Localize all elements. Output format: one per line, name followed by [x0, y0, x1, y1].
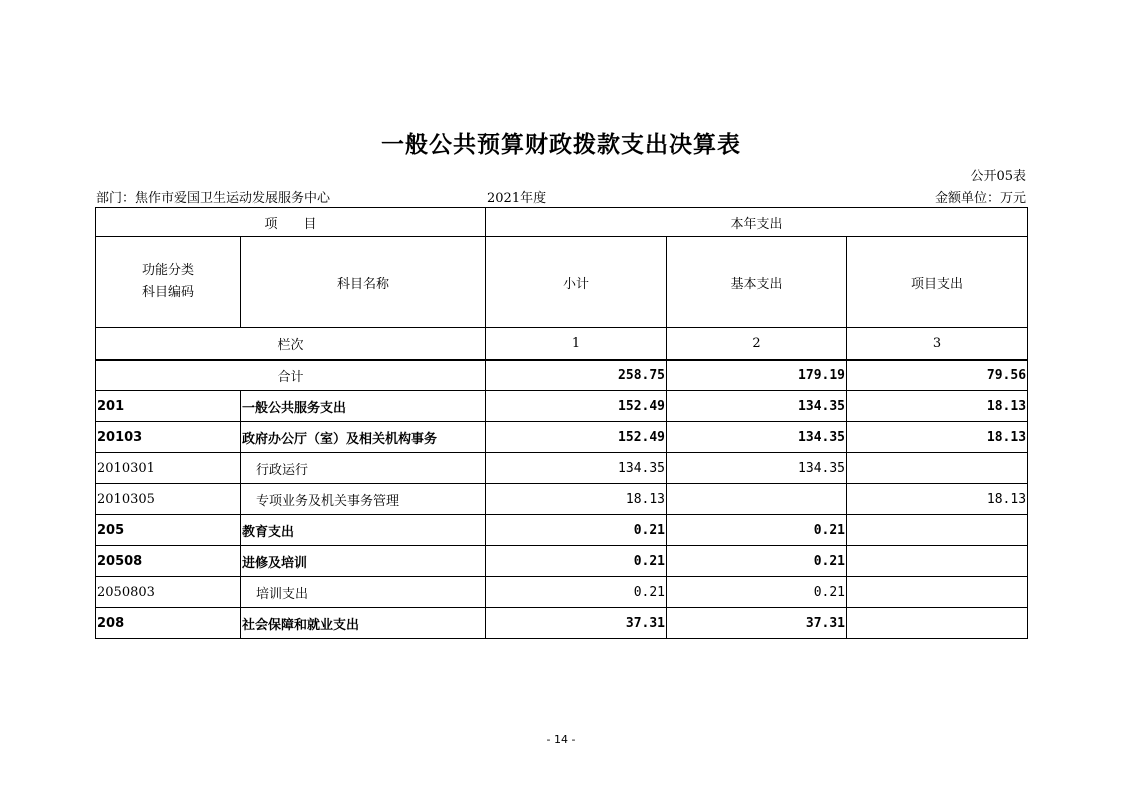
row-code: 2050803 [96, 577, 241, 608]
page-title: 一般公共预算财政拨款支出决算表 [381, 132, 741, 158]
row-code: 20508 [96, 546, 241, 577]
table-row [96, 422, 1028, 453]
row-basic: 37.31 [667, 608, 847, 639]
row-code: 2010301 [96, 453, 241, 484]
row-name: 一般公共服务支出 [241, 391, 486, 422]
row-name: 政府办公厅（室）及相关机构事务 [241, 422, 486, 453]
row-code: 201 [96, 391, 241, 422]
row-subtotal: 0.21 [486, 515, 667, 546]
row-code: 2010305 [96, 484, 241, 515]
row-code: 20103 [96, 422, 241, 453]
col-1: 1 [486, 328, 667, 360]
row-name: 专项业务及机关事务管理 [241, 484, 486, 515]
row-project [847, 577, 1028, 608]
header-item: 项 目 [96, 208, 486, 237]
row-subtotal: 37.31 [486, 608, 667, 639]
row-code: 208 [96, 608, 241, 639]
total-basic: 179.19 [667, 360, 847, 391]
col-3: 3 [847, 328, 1028, 360]
table-row [96, 453, 1028, 484]
table-row [96, 515, 1028, 546]
row-basic: 0.21 [667, 515, 847, 546]
table-row [96, 608, 1028, 639]
row-name: 培训支出 [241, 577, 486, 608]
unit-label: 金额单位：万元 [934, 191, 1026, 206]
year-label: 2021年度 [487, 191, 547, 206]
col-2: 2 [667, 328, 847, 360]
header-project: 项目支出 [847, 237, 1028, 328]
row-basic: 0.21 [667, 577, 847, 608]
row-basic: 134.35 [667, 453, 847, 484]
header-func-code: 功能分类 科目编码 [96, 237, 241, 328]
row-subtotal: 152.49 [486, 391, 667, 422]
column-index-row [96, 328, 1028, 360]
row-project: 18.13 [847, 422, 1028, 453]
header-row-2 [96, 237, 1028, 328]
table-row [96, 577, 1028, 608]
total-label: 合计 [96, 360, 486, 391]
row-project [847, 608, 1028, 639]
row-project: 18.13 [847, 484, 1028, 515]
total-subtotal: 258.75 [486, 360, 667, 391]
col-label: 栏次 [96, 328, 486, 360]
page-number: - 14 - [546, 733, 576, 746]
row-project [847, 546, 1028, 577]
table-row [96, 546, 1028, 577]
row-subtotal: 152.49 [486, 422, 667, 453]
data-rows [96, 391, 1028, 639]
table-row [96, 391, 1028, 422]
row-subtotal: 0.21 [486, 577, 667, 608]
row-code: 205 [96, 515, 241, 546]
row-name: 教育支出 [241, 515, 486, 546]
total-project: 79.56 [847, 360, 1028, 391]
total-row [96, 360, 1028, 391]
header-row-1 [96, 208, 1028, 237]
header-subtotal: 小计 [486, 237, 667, 328]
header-basic: 基本支出 [667, 237, 847, 328]
row-project: 18.13 [847, 391, 1028, 422]
row-basic: 0.21 [667, 546, 847, 577]
header-current-year: 本年支出 [486, 208, 1028, 237]
row-subtotal: 134.35 [486, 453, 667, 484]
department-label: 部门：焦作市爱国卫生运动发展服务中心 [96, 191, 331, 206]
row-project [847, 453, 1028, 484]
row-name: 行政运行 [241, 453, 486, 484]
row-basic: 134.35 [667, 391, 847, 422]
row-name: 进修及培训 [241, 546, 486, 577]
row-basic: 134.35 [667, 422, 847, 453]
row-subtotal: 0.21 [486, 546, 667, 577]
header-subject-name: 科目名称 [241, 237, 486, 328]
table-code: 公开05表 [970, 169, 1026, 184]
row-name: 社会保障和就业支出 [241, 608, 486, 639]
budget-table [95, 207, 1028, 639]
row-project [847, 515, 1028, 546]
row-subtotal: 18.13 [486, 484, 667, 515]
table-row [96, 484, 1028, 515]
row-basic [667, 484, 847, 515]
